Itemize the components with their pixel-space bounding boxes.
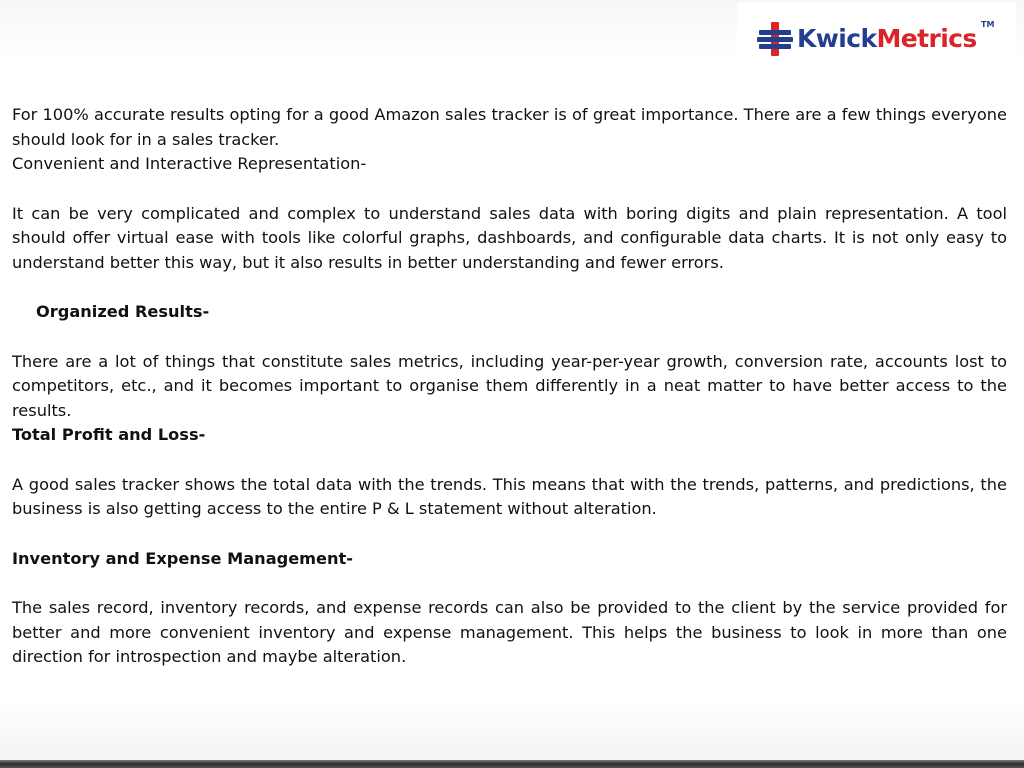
bottom-border xyxy=(0,760,1024,768)
article-body xyxy=(12,103,1007,670)
trademark-symbol: TM xyxy=(981,20,995,29)
section-text-inventory-expense: The sales record, inventory records, and expense records can also be provided to the client by the service provided for better and more convenient inventory and expense management. This helps the business to look in more than one direction for introspection and maybe alteration. xyxy=(12,598,1007,666)
brand-part-kwick: Kwick xyxy=(797,24,877,53)
spacer xyxy=(12,325,1007,350)
spacer xyxy=(12,522,1007,547)
brand-logo xyxy=(737,2,1016,76)
spacer xyxy=(12,448,1007,473)
section-heading-profit-loss: Total Profit and Loss- xyxy=(12,425,206,444)
intro-paragraph: For 100% accurate results opting for a good Amazon sales tracker is of great importance. There are a few things everyone should look for in a sales tracker. xyxy=(12,105,1007,149)
section-text-profit-loss: A good sales tracker shows the total data with the trends. This means that with the trends, patterns, and predictions, the business is also getting access to the entire P & L statement without alteration. xyxy=(12,474,1007,518)
brand-part-metrics: Metrics xyxy=(876,24,977,53)
section-text-representation: It can be very complicated and complex to understand sales data with boring digits and plain representation. A tool should offer virtual ease with tools like colorful graphs, dashboards, and configurable data charts. It is not only easy to understand better this way, but it also results in better understanding and fewer errors. xyxy=(12,203,1007,272)
section-text-organized-results: There are a lot of things that constitute sales metrics, including year-per-year growth, conversion rate, accounts lost to competitors, etc., and it becomes important to organise them differently in a neat matter to have better access to the results. xyxy=(12,351,1007,420)
spacer xyxy=(12,571,1007,596)
section-heading-inventory-expense: Inventory and Expense Management- xyxy=(12,548,354,568)
kwickmetrics-logo-icon xyxy=(757,21,793,57)
spacer xyxy=(12,275,1007,300)
brand-wordmark xyxy=(797,23,977,55)
section-heading-representation: Convenient and Interactive Representation- xyxy=(12,154,367,173)
spacer xyxy=(12,177,1007,202)
section-heading-organized-results: Organized Results- xyxy=(36,302,210,321)
